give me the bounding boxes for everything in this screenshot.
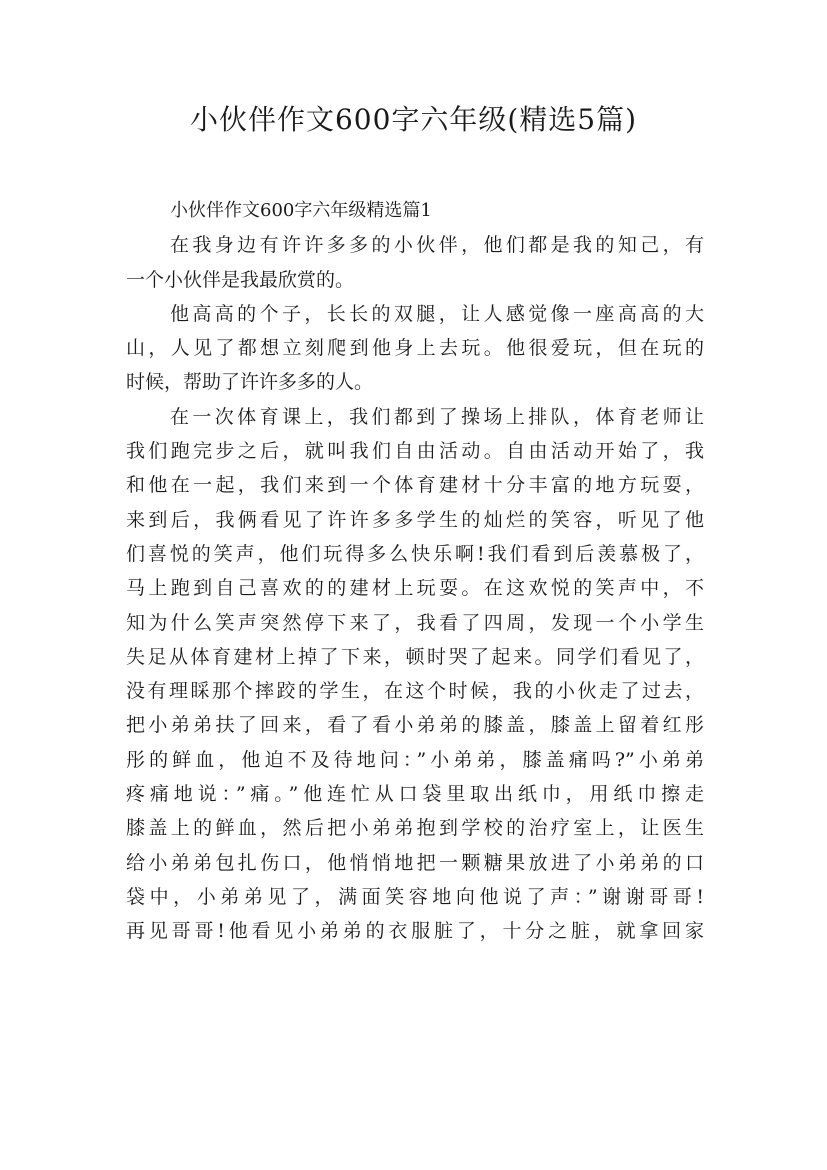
text-line: 彤的鲜血，他迫不及待地问：”小弟弟，膝盖痛吗?”小弟弟 (126, 748, 704, 771)
text-line: 时候，帮助了许许多多的人。 (126, 371, 374, 394)
paragraph-1 (126, 228, 704, 297)
text-line: 们喜悦的笑声，他们玩得多么快乐啊!我们看到后羡慕极了， (126, 542, 704, 565)
text-line: 在我身边有许许多多的小伙伴，他们都是我的知己，有 (170, 234, 704, 257)
text-line: 在一次体育课上，我们都到了操场上排队，体育老师让 (170, 405, 704, 428)
text-line: 他高高的个子，长长的双腿，让人感觉像一座高高的大 (170, 302, 704, 325)
text-line: 马上跑到自己喜欢的的建材上玩耍。在这欢悦的笑声中，不 (126, 577, 704, 600)
text-line: 把小弟弟扶了回来，看了看小弟弟的膝盖，膝盖上留着红彤 (126, 714, 704, 737)
paragraph-3 (126, 400, 704, 949)
text-line: 疼痛地说：”痛。”他连忙从口袋里取出纸巾，用纸巾擦走 (126, 783, 704, 806)
text-line: 和他在一起，我们来到一个体育建材十分丰富的地方玩耍， (126, 474, 704, 497)
text-line: 山，人见了都想立刻爬到他身上去玩。他很爱玩，但在玩的 (126, 337, 704, 360)
text-line: 膝盖上的鲜血，然后把小弟弟抱到学校的治疗室上，让医生 (126, 817, 704, 840)
text-line: 再见哥哥!他看见小弟弟的衣服脏了，十分之脏，就拿回家 (126, 920, 704, 943)
document-title: 小伙伴作文600字六年级(精选5篇) (189, 103, 638, 136)
text-line: 没有理睬那个摔跤的学生，在这个时候，我的小伙走了过去， (126, 680, 704, 703)
text-line: 来到后，我俩看见了许许多多学生的灿烂的笑容，听见了他 (126, 508, 704, 531)
text-line: 一个小伙伴是我最欣赏的。 (126, 268, 355, 291)
document-body (126, 194, 704, 949)
text-line: 知为什么笑声突然停下来了，我看了四周，发现一个小学生 (126, 611, 704, 634)
paragraph-2 (126, 297, 704, 400)
text-line: 袋中，小弟弟见了，满面笑容地向他说了声：”谢谢哥哥! (126, 885, 704, 908)
text-line: 失足从体育建材上掉了下来，顿时哭了起来。同学们看见了， (126, 645, 704, 668)
text-line: 我们跑完步之后，就叫我们自由活动。自由活动开始了，我 (126, 440, 704, 463)
text-line: 给小弟弟包扎伤口，他悄悄地把一颗糖果放进了小弟弟的口 (126, 851, 704, 874)
section-heading: 小伙伴作文600字六年级精选篇1 (170, 200, 432, 221)
